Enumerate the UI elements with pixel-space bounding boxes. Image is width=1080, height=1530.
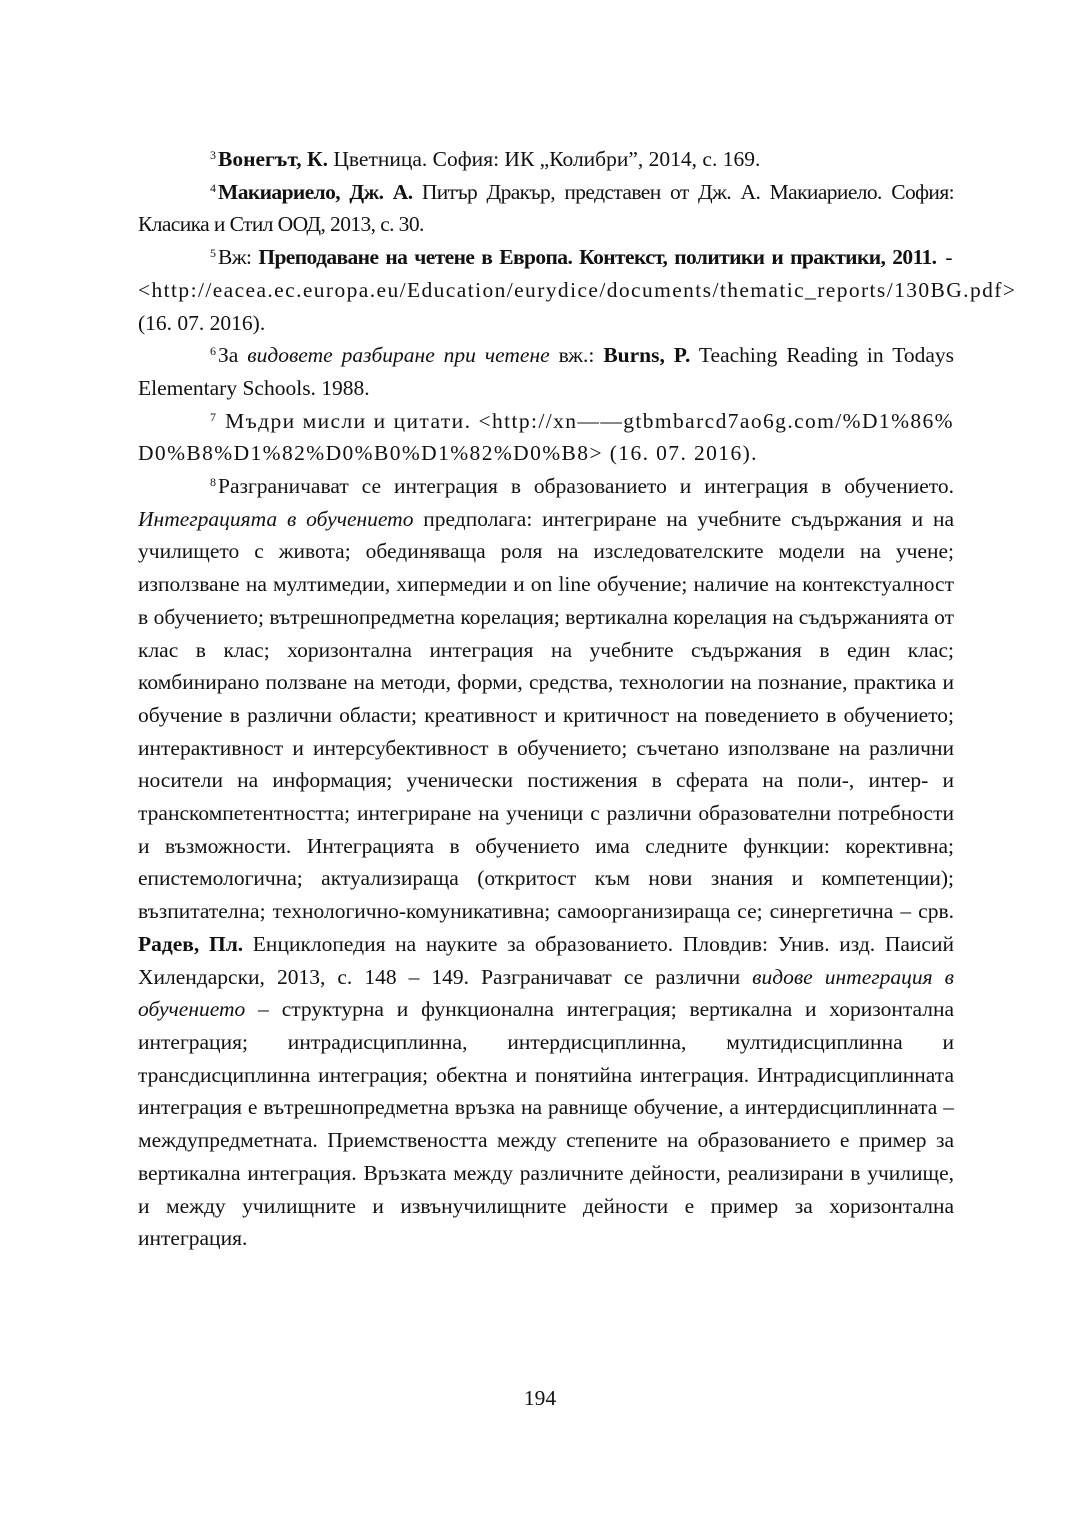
footnote-number: 3 — [210, 148, 216, 162]
footnote-text: Разграничават се интеграция в образованието и интеграция в обучението. — [218, 474, 954, 499]
footnote-4 — [138, 176, 954, 241]
footnote-mid: вж.: — [549, 343, 604, 368]
footnote-author: Радев, Пл. — [138, 931, 244, 956]
footnote-number: 7 — [210, 409, 216, 424]
footnote-3 — [138, 143, 954, 176]
footnote-text: Питър Дракър, представен от Дж. А. Макиариело. София: Класика и Стил ООД, 2013, с. 30. — [138, 179, 954, 237]
footnote-date: (16. 07. 2016). — [138, 310, 266, 335]
footnote-text: Енциклопедия на науките за образованието. Пловдив: Унив. изд. Паисий Хилендарски, 2013, с. 148 – 149. Разграничават се различни — [138, 931, 954, 989]
footnote-italic: Интеграцията в обучението — [138, 506, 414, 531]
footnote-number: 4 — [210, 180, 216, 195]
footnote-7 — [138, 405, 954, 470]
footnote-italic: видовете разбиране при четене — [247, 343, 550, 368]
footnote-italic: видове интеграция в обучението — [138, 964, 954, 1022]
footnote-text: предполага: интегриране на учебните съдържания и на училището с живота; обединяваща роля на изследователските модели на учене; използване на мултимедии, хипермедии и on line обучение; наличие на контекстуалност в обучението; вътрешнопредметна корелация; вертикална корелация на съдържанията от клас в клас; хоризонтална интеграция на учебните съдържания в един клас; комбинирано ползване на методи, форми, средства, технологии на познание, практика и обучение в различни области; креативност и критичност на поведението в обучението; интерактивност и интерсубективност в обучението; съчетано използване на различни носители на информация; ученически постижения в сферата на поли-, интер- и транскомпетентността; интегриране на ученици с различни образователни потребности и възможности. Интеграцията в обучението има следните функции: корективна; епистемологична; актуализираща (откритост към нови знания и компетенции); възпитателна; технологично-комуникативна; самоорганизираща се; синергетична – срв. — [138, 506, 955, 924]
footnote-prefix: Вж: — [218, 245, 259, 270]
footnote-text: Мъдри мисли и цитати. <http://xn——gtbmbarcd7ao6g.com/%D1%86% D0%B8%D1%82%D0%B0%D1%82%D0%B8> (16. 07. 2016). — [138, 408, 954, 466]
footnote-number: 6 — [210, 344, 216, 359]
page-number: 194 — [523, 1386, 557, 1410]
footnote-title: Преподаване на четене в Европа. Контекст, политики и практики, 2011. — [258, 245, 937, 270]
footnote-url: -<http://eacea.ec.europa.eu/Education/eurydice/documents/thematic_reports/130BG.pdf> — [138, 245, 1017, 302]
footnote-6 — [138, 339, 954, 404]
footnote-text: – структурна и функционална интеграция; вертикална и хоризонтална интеграция; интрадисциплинна, интердисциплинна, мултидисциплинна и трансдисциплинна интеграция; обектна и понятийна интеграция. Интрадисциплинната интеграция е вътрешнопредметна връзка на равнище обучение, а интердисциплинната – междупредметната. Приемствеността между степените на образованието е пример за вертикална интеграция. Връзката между различните дейности, реализирани в училище, и между училищните и извънучилищните дейности е пример за хоризонтална интеграция. — [138, 997, 954, 1251]
footnote-author: Макиариело, Дж. А. — [218, 179, 413, 204]
footnote-text: Teaching Reading in Todays Elementary Schools. 1988. — [138, 343, 954, 400]
footnote-author: Вонегът, К. — [218, 147, 328, 171]
footnote-8 — [138, 470, 954, 1255]
footnotes-block — [138, 143, 1017, 1255]
footnote-5 — [138, 241, 1017, 339]
footnote-author: Burns, P. — [603, 343, 691, 368]
footnote-number: 5 — [210, 246, 216, 261]
footnote-text: Цветница. София: ИК „Колибри”, 2014, с. 169. — [327, 147, 761, 171]
footnote-number: 8 — [210, 475, 216, 490]
footnote-prefix: За — [218, 343, 248, 368]
